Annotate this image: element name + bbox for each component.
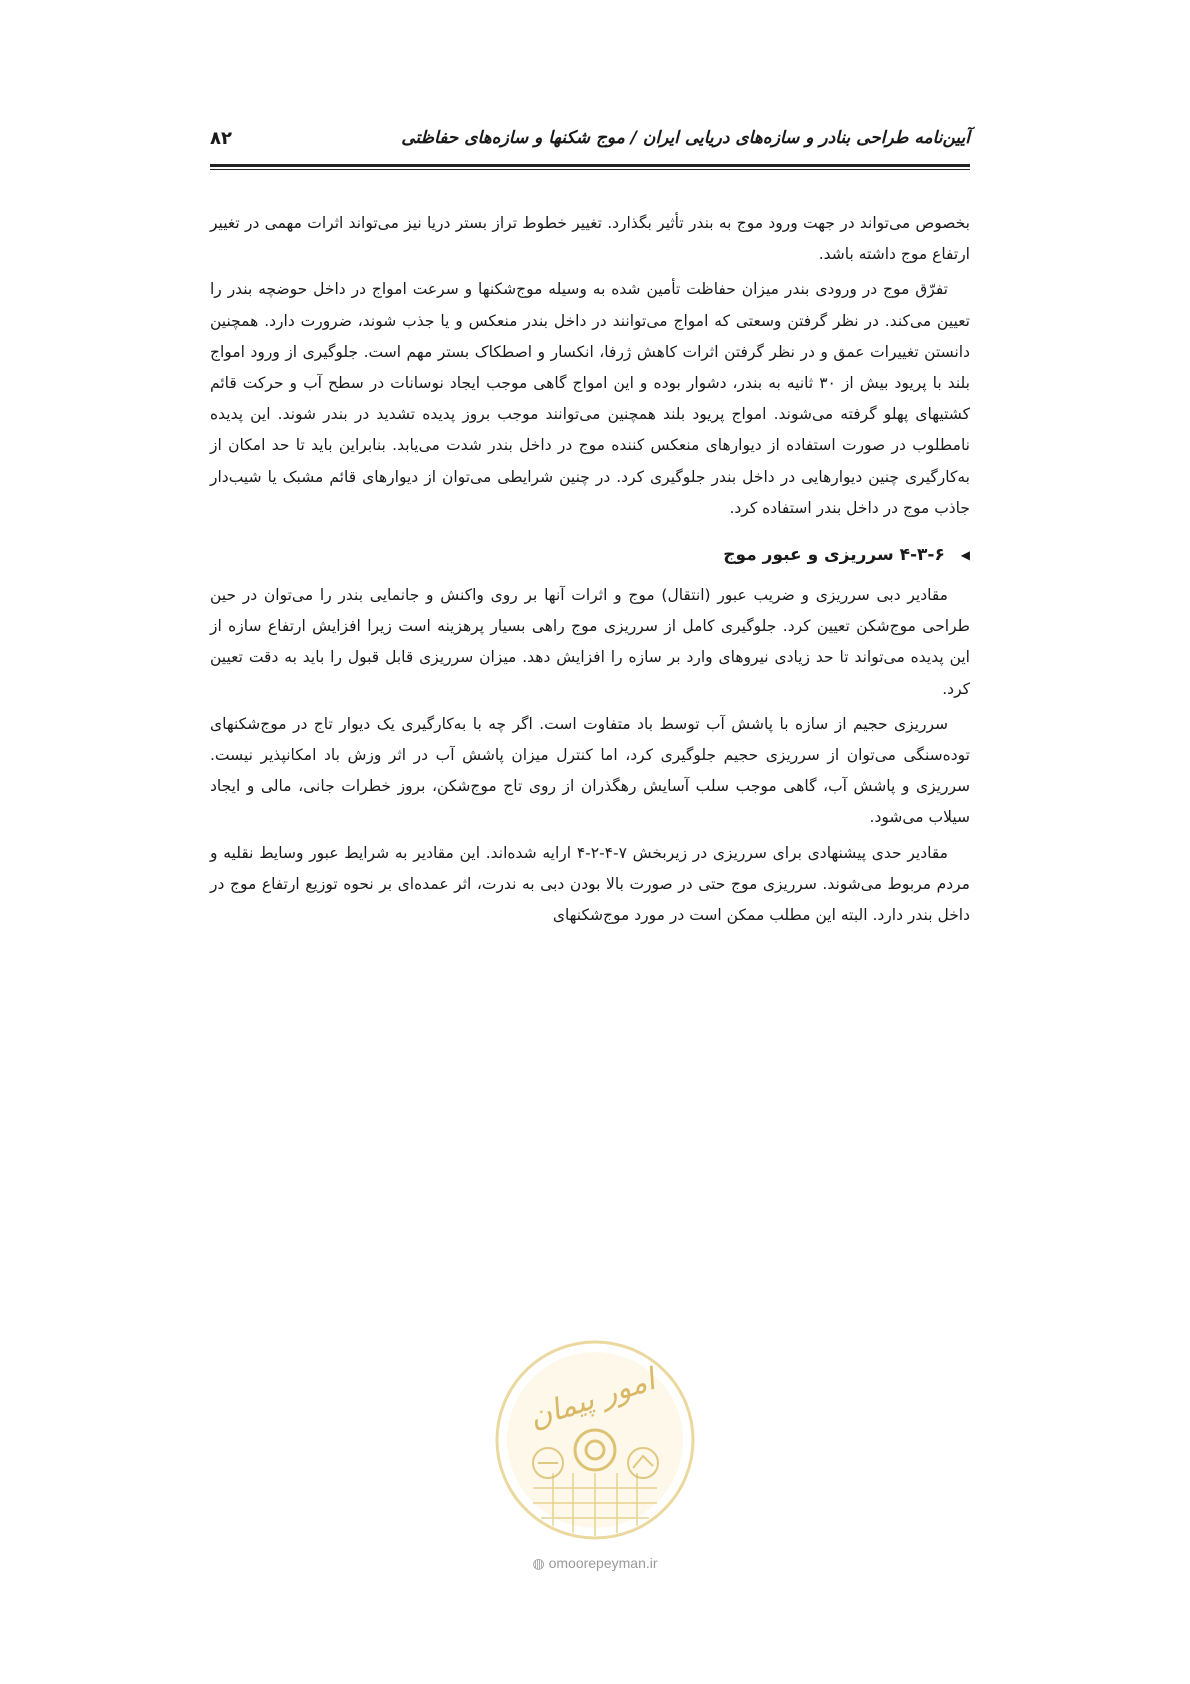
paragraph: مقادیر دبی سرریزی و ضریب عبور (انتقال) موج و اثرات آنها بر روی واکنش و جانمایی بندر را می‌توان در حین طراحی موج‌شکن تعیین کرد. جلوگیری کامل از سرریزی موج راهی بسیار پرهزینه است زیرا افزایش ارتفاع سازه از این پدیده می‌تواند تا حد زیادی نیروهای وارد بر سازه را افزایش دهد. میزان سرریزی قابل قبول را باید به دقت تعیین کرد. — [210, 586, 970, 698]
paragraph: مقادیر حدی پیشنهادی برای سرریزی در زیربخش ۷-۴-۲-۴ ارایه شده‌اند. این مقادیر به شرایط عبور وسایط نقلیه و مردم مربوط می‌شوند. سرریزی موج حتی در صورت بالا بودن دبی به ندرت، اثر عمده‌ای بر نحوه توزیع ارتفاع موج در داخل بندر دارد. البته این مطلب ممکن است در مورد موج‌شکنهای — [210, 843, 970, 925]
watermark-logo-text: امور پیمان — [524, 1362, 660, 1436]
paragraph: بخصوص می‌تواند در جهت ورود موج به بندر تأثیر بگذارد. تغییر خطوط تراز بستر دریا نیز می‌تواند اثرات مهمی در تغییر ارتفاع موج داشته باشد. — [210, 214, 970, 264]
watermark-url — [490, 1555, 700, 1572]
section-title: سرریزی و عبور موج — [723, 545, 894, 566]
section-number: ۴-۳-۶ — [899, 545, 945, 566]
paragraph: تفرّق موج در ورودی بندر میزان حفاظت تأمین شده به وسیله موج‌شکنها و سرعت امواج در داخل حوضچه بندر را تعیین می‌کند. در نظر گرفتن وسعتی که امواج می‌توانند در داخل بندر منعکس و یا جذب شوند، ضرورت دارد. همچنین دانستن تغییرات عمق و در نظر گرفتن اثرات کاهش ژرفا، انکسار و اصطکاک بستر مهم است. جلوگیری از ورود امواج بلند با پریود بیش از ۳۰ ثانیه به بندر، دشوار بوده و این امواج گاهی موجب ایجاد نوسانات در سطح آب و حرکت قائم کشتیهای پهلو گرفته می‌شوند. امواج پریود بلند همچنین می‌توانند موجب بروز پدیده تشدید در بندر شوند. این پدیده نامطلوب در صورت استفاده از دیوارهای منعکس کننده موج در داخل بندر شدت می‌یابد. بنابراین باید تا حد امکان از به‌کارگیری چنین دیوارهایی در داخل بندر جلوگیری کرد. در چنین شرایطی می‌توان از دیوارهای قائم مشبک یا شیب‌دار جاذب موج در داخل بندر استفاده کرد. — [210, 280, 970, 517]
header-rule-thin — [210, 169, 970, 170]
body-text — [210, 208, 970, 935]
page-number: ۸۲ — [210, 128, 232, 149]
header-rule — [210, 164, 970, 167]
watermark-logo — [493, 1338, 697, 1542]
watermark-url-text: omoorepeyman.ir — [548, 1555, 658, 1571]
header-title: آیین‌نامه طراحی بنادر و سازه‌های دریایی ایران / موج شکنها و سازه‌های حفاظتی — [401, 128, 970, 148]
section-heading — [210, 540, 970, 570]
bullet-triangle-icon: ◀ — [960, 548, 970, 563]
running-header — [210, 128, 970, 156]
paragraph: سرریزی حجیم از سازه با پاشش آب توسط باد متفاوت است. اگر چه با به‌کارگیری یک دیوار تاج در موج‌شکنهای توده‌سنگی می‌توان از سرریزی حجیم جلوگیری کرد، اما کنترل میزان پاشش آب در اثر وزش باد امکانپذیر نیست. سرریزی و پاشش آب، گاهی موجب سلب آسایش رهگذران از روی تاج موج‌شکن، بروز خطرات جانی، مالی و ایجاد سیلاب می‌شود. — [210, 714, 970, 827]
globe-icon: ◍ — [532, 1555, 545, 1571]
